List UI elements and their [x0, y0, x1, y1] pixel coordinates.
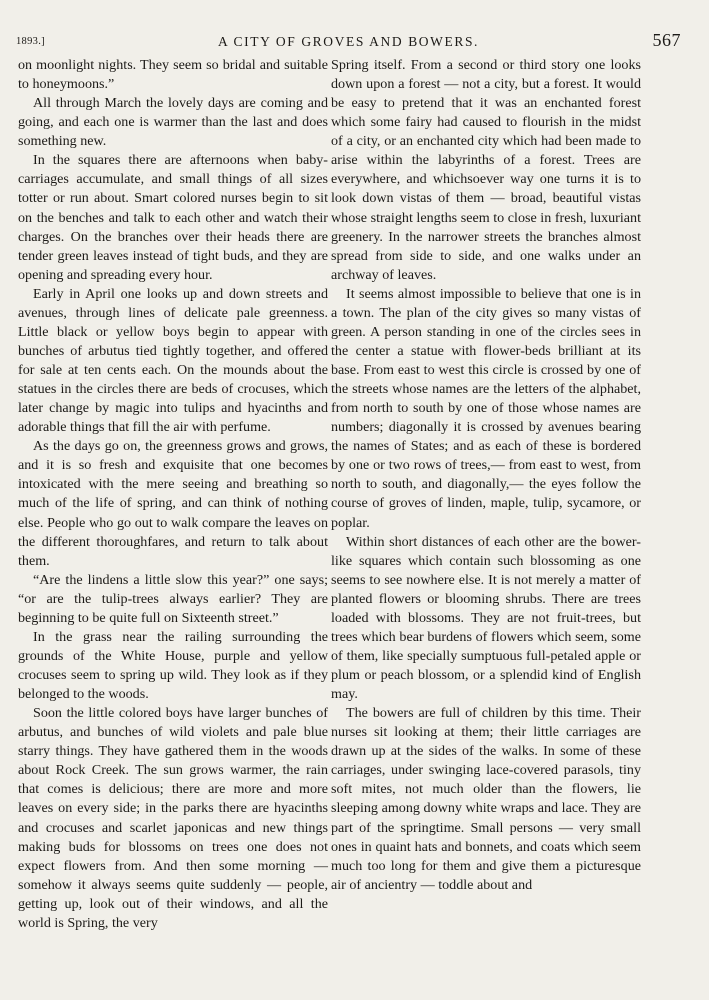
paragraph: on moonlight nights. They seem so bridal and suitable to honeymoons.”	[18, 57, 328, 93]
page-number: 567	[652, 30, 681, 50]
paragraph: All through March the lovely days are coming and going, and each one is warmer than the last and does something new.	[18, 95, 328, 150]
right-column	[331, 56, 641, 895]
paragraph: As the days go on, the greenness grows and grows, and it is so fresh and exquisite that one becomes intoxicated with the mere seeing and breathing so much of the life of spring, and can think of nothing else. People who go out to walk compare the leaves on the different thoroughfares, and return to talk about them.	[18, 438, 328, 569]
paragraph: Early in April one looks up and down streets and avenues, through lines of delicate pale greenness. Little black or yellow boys begin to appear with bunches of arbutus tied tightly together, and offered for sale at ten cents each. On the mounds about the statues in the circles there are beds of crocuses, which later change by magic into tulips and hyacinths and adorable things that fill the air with perfume.	[18, 285, 328, 436]
paragraph: “Are the lindens a little slow this year?” one says; “or are the tulip-trees always earlier? They are beginning to be quite full on Sixteenth street.”	[18, 571, 328, 626]
paragraph: In the grass near the railing surrounding the grounds of the White House, purple and yellow crocuses seem to spring up wild. They look as if they belonged to the woods.	[18, 628, 328, 703]
header-year: 1893.]	[16, 36, 45, 47]
paragraph: Within short distances of each other are the bower-like squares which contain such blossoming as one seems to see nowhere else. It is not merely a matter of planted flowers or blooming shrubs. There are trees loaded with blossoms. They are not fruit-trees, but trees which bear burdens of flowers which seem, some of them, like specially sumptuous full-petaled apple or plum or peach blossom, or a splendid kind of English may.	[331, 533, 641, 703]
header-title: A CITY OF GROVES AND BOWERS.	[217, 34, 480, 49]
paragraph: In the squares there are afternoons when baby-carriages accumulate, and small things of all sizes totter or run about. Smart colored nurses begin to sit on the benches and talk to each other and watch their charges. On the branches over their heads there are tender green leaves instead of tight buds, and they are opening and spreading every hour.	[18, 152, 328, 283]
paragraph: Spring itself. From a second or third story one looks down upon a forest — not a city, but a forest. It would be easy to pretend that it was an enchanted forest which some fairy had caused to flourish in the midst of a city, or an enchanted city which had been made to arise within the labyrinths of a forest. Trees are everywhere, and whichsoever way one turns it is to look down vistas of them — broad, beautiful vistas whose straight lengths seem to close in fresh, luxuriant greenery. In the narrower streets the branches almost spread from side to side, and one walks under an archway of leaves.	[331, 57, 641, 283]
paragraph: The bowers are full of children by this time. Their nurses sit looking at them; their little carriages are drawn up at the sides of the walks. In some of these carriages, under swinging lace-covered parasols, tiny soft mites, not much older than the flowers, lie sleeping among downy white wraps and lace. They are part of the springtime. Small persons — very small ones in quaint hats and bonnets, and coats which seem much too long for them and give them a picturesque air of ancientry — toddle about and	[331, 705, 641, 893]
running-header	[16, 30, 681, 54]
paragraph: Soon the little colored boys have larger bunches of arbutus, and bunches of wild violets and pale blue starry things. They have gathered them in the woods about Rock Creek. The sun grows warmer, the rain that comes is delicious; there are more and more leaves on every side; in the parks there are hyacinths and crocuses and scarlet japonicas and new things making buds for blossoms on trees one does not expect flowers from. And then some morning — somehow it always seems quite suddenly — people, getting up, look out of their windows, and all the world is Spring, the very	[18, 705, 328, 931]
left-column	[18, 56, 328, 933]
paragraph: It seems almost impossible to believe that one is in a town. The plan of the city gives so many vistas of green. A person standing in one of the circles sees in the center a statue with flower-beds brilliant at its base. From east to west this circle is crossed by one of the streets whose names are the letters of the alphabet, from north to south by one of those whose names are numbers; diagonally it is crossed by avenues bearing the names of States; and as each of these is bordered by one or two rows of trees,— from east to west, from north to south, and diagonally,— the eyes follow the course of groves of linden, maple, tulip, sycamore, or poplar.	[331, 285, 641, 531]
